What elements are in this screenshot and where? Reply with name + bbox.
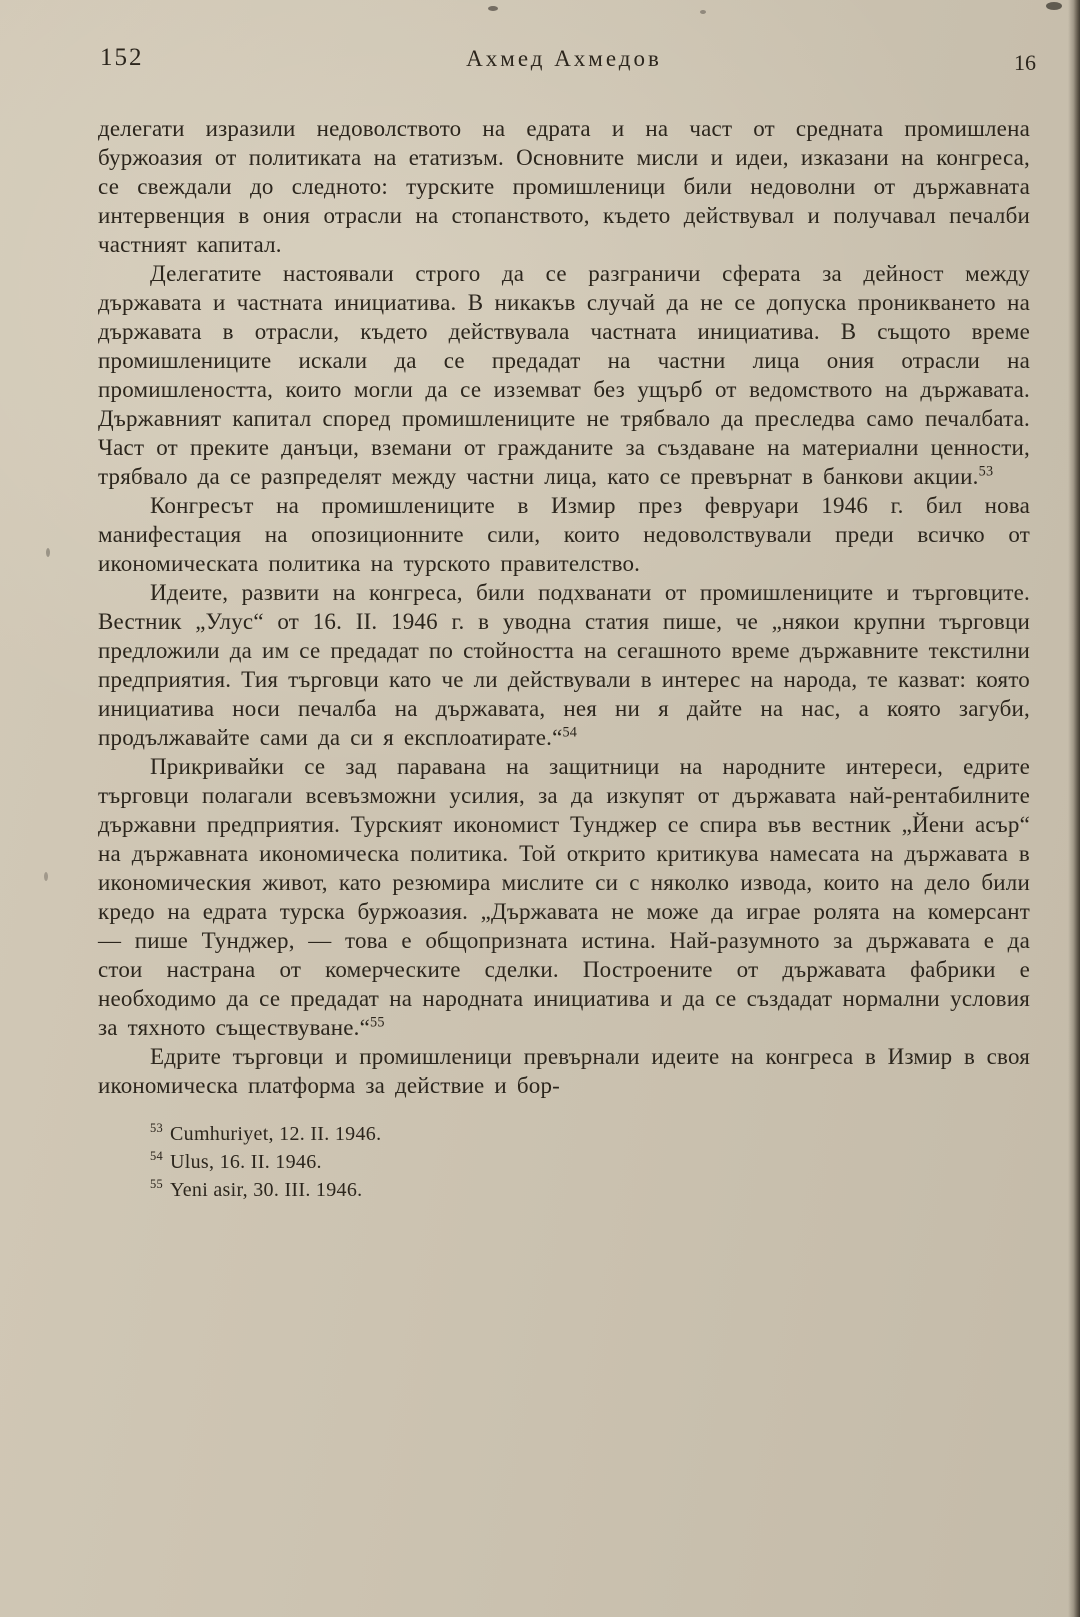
footnote-text: Yeni asir, 30. III. 1946.	[170, 1179, 363, 1201]
footnote-ref: 54	[562, 724, 578, 741]
footnote-ref: 53	[978, 463, 994, 480]
signature-number: 16	[1014, 50, 1036, 75]
page-body	[98, 114, 1030, 1100]
paragraph	[98, 1042, 1030, 1100]
paragraph	[98, 752, 1030, 1042]
paragraph-text: Идеите, развити на конгреса, били подхванати от промишлениците и търговците. Вестник „Улус“ от 16. II. 1946 г. в уводна статия пише, че „някои крупни търговци предложили да им се предадат по стойността на сегашното време държавните текстилни предприятия. Тия търговци като че ли действували в интерес на народа, те казват: която инициатива носи печалба на държавата, нея ни я дайте на нас, а която загуби, продължавайте сами да си я експлоатирате.“	[98, 580, 1030, 750]
paragraph-text: Едрите търговци и промишленици превърнали идеите на конгреса в Измир в своя икономическа платформа за действие и бор-	[98, 1044, 1030, 1098]
paragraph	[98, 114, 1030, 259]
scan-artifact	[44, 872, 48, 881]
paragraph-text: Прикривайки се зад паравана на защитници на народните интереси, едрите търговци полагали всевъзможни усилия, за да изкупят от държавата най-рентабилните държавни предприятия. Турският икономист Тунджер се спира във вестник „Йени асър“ на държавната икономическа политика. Той открито критикува намесата на държавата в икономическия живот, като резюмира мислите си с няколко извода, които на дело били кредо на едрата турска буржоазия. „Държавата не може да играе ролята на комерсант — пише Тунджер, — това е общопризната истина. Най-разумното за държавата е да стои настрана от комерческите сделки. Построените от държавата фабрики е необходимо да се предадат на народната инициатива и да се създадат нормални условия за тяхното съществуване.“	[98, 754, 1030, 1040]
page-number: 152	[100, 44, 144, 71]
paragraph	[98, 259, 1030, 491]
footnote	[150, 1176, 1030, 1204]
scan-artifact	[1046, 2, 1062, 10]
footnote-ref: 55	[150, 1177, 163, 1192]
footnote	[150, 1148, 1030, 1176]
paragraph	[98, 578, 1030, 752]
scan-artifact	[700, 10, 706, 14]
scan-artifact	[488, 6, 498, 11]
paragraph-text: Делегатите настоявали строго да се разграничи сферата за дейност между държавата и частната инициатива. В никакъв случай да не се допуска проникването на държавата в отрасли, където действувала частната инициатива. В същото време промишлениците искали да се предадат на частни лица ония отрасли на промишлеността, които могли да се изземват без ущърб от ведомството на държавата. Държавният капитал според промишлениците не трябвало да преследва само печалбата. Част от преките данъци, вземани от гражданите за създаване на материални ценности, трябвало да се разпределят между частни лица, като се превърнат в банкови акции.	[98, 261, 1030, 489]
paragraph	[98, 491, 1030, 578]
footnote-ref: 53	[150, 1121, 163, 1136]
paragraph-text: делегати изразили недоволството на едрата и на част от средната промишлена буржоазия от политиката на етатизъм. Основните мисли и идеи, изказани на конгреса, се свеждали до следното: турските промишленици били недоволни от държавната интервенция в ония отрасли на стопанството, където действувал и получавал печалби частният капитал.	[98, 116, 1030, 257]
footnote-ref: 54	[150, 1149, 163, 1164]
paragraph-text: Конгресът на промишлениците в Измир през февруари 1946 г. бил нова манифестация на опозиционните сили, които недоволствували преди всичко от икономическата политика на турското правителство.	[98, 493, 1030, 576]
footnotes	[98, 1120, 1030, 1204]
running-head	[98, 44, 1036, 78]
footnote-text: Ulus, 16. II. 1946.	[170, 1151, 322, 1173]
footnote	[150, 1120, 1030, 1148]
page-edge-shadow	[1068, 0, 1080, 1617]
footnote-text: Cumhuriyet, 12. II. 1946.	[170, 1123, 382, 1145]
scan-artifact	[46, 548, 50, 557]
footnote-ref: 55	[370, 1014, 385, 1031]
running-title: Ахмед Ахмедов	[466, 46, 662, 71]
